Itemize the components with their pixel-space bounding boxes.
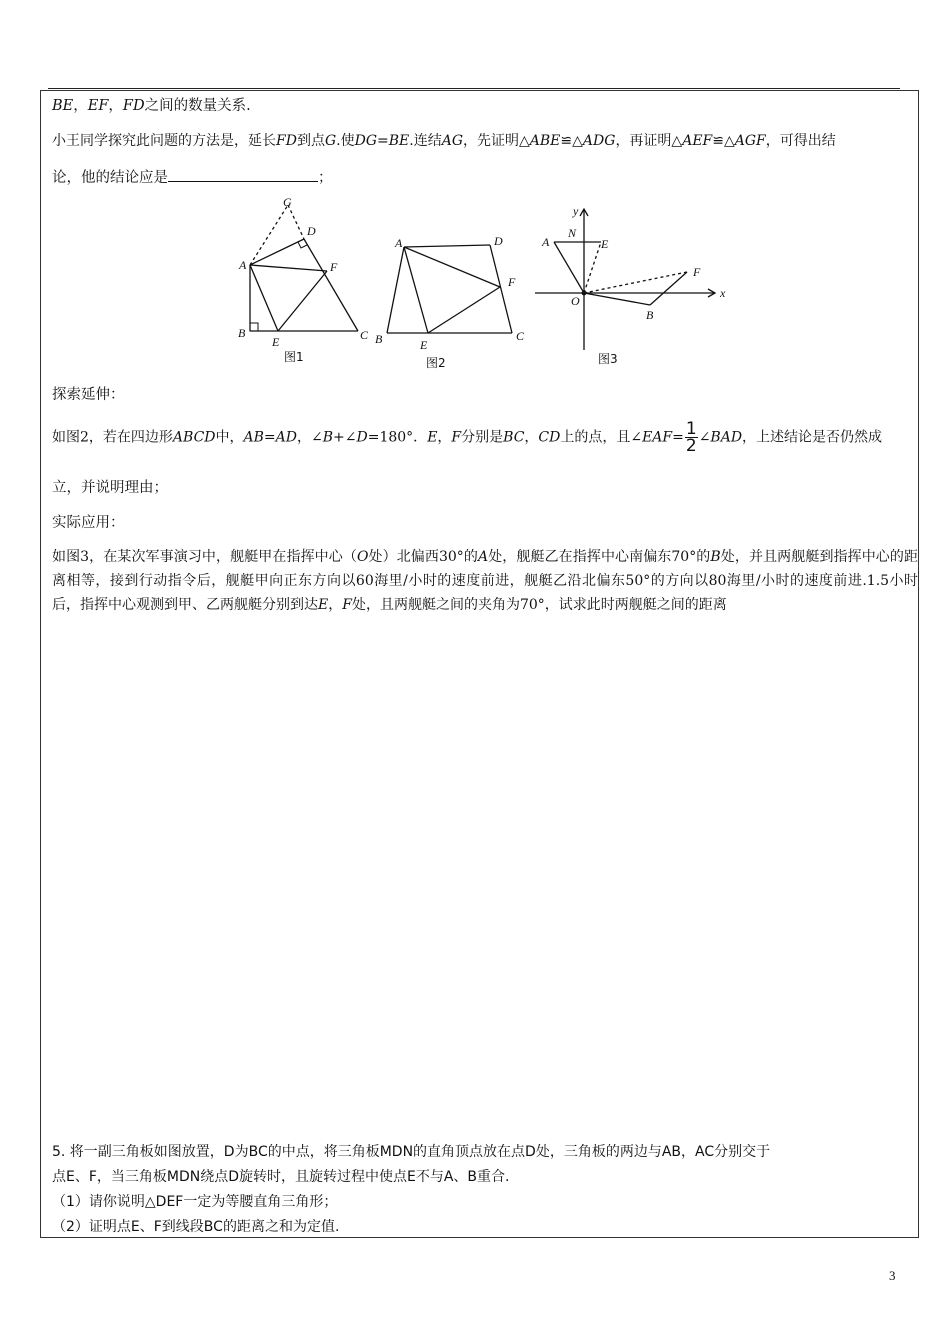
svg-text:B: B [238, 326, 246, 340]
svg-text:B: B [646, 308, 654, 322]
conclusion-line: 论，他的结论应是 ； [52, 167, 333, 188]
figure-1-labels [238, 195, 369, 364]
relation-line: BE，EF，FD之间的数量关系. [52, 98, 251, 114]
svg-text:x: x [720, 286, 726, 300]
svg-text:A: A [239, 258, 247, 272]
q5-line-2: 点E、F，当三角板MDN绕点D旋转时，且旋转过程中使点E不与A、B重合. [52, 1169, 510, 1185]
q5-line-4: （2）证明点E、F到线段BC的距离之和为定值. [52, 1219, 340, 1235]
svg-text:A: A [395, 236, 403, 250]
figure-2-labels [375, 234, 525, 370]
svg-text:F: F [508, 275, 516, 289]
apply-paragraph: 如图3，在某次军事演习中，舰艇甲在指挥中心（O处）北偏西30°的A处，舰艇乙在指挥中心南偏东70°的B处，并且两舰艇到指挥中心的距离相等，接到行动指令后，舰艇甲向正东方向以60海里/小时的速度前进，舰艇乙沿北偏东50°的方向以80海里/小时的速度前进.1.5小时后，指挥中心观测到甲、乙两舰艇分别到达E，F处，且两舰艇之间的夹角为70°，试求此时两舰艇之间的距离 [52, 549, 918, 613]
figure-2 [387, 245, 512, 333]
header-rule [48, 88, 900, 89]
method-line: 小王同学探究此问题的方法是，延长FD到点G.使DG=BE.连结AG，先证明△ABE≌△ADG，再证明△AEF≌△AGF，可得出结 [52, 133, 836, 149]
q5-line-3: （1）请你说明△DEF一定为等腰直角三角形； [52, 1194, 338, 1210]
svg-text:图3: 图3 [598, 352, 618, 366]
svg-text:A: A [542, 235, 550, 249]
svg-text:E: E [272, 335, 280, 349]
explore-heading: 探索延伸： [52, 387, 125, 403]
page-number: 3 [889, 1268, 896, 1283]
svg-text:E: E [601, 237, 609, 251]
svg-text:F: F [330, 260, 338, 274]
figure-3-labels [541, 204, 726, 366]
svg-text:G: G [283, 195, 292, 209]
svg-text:C: C [360, 328, 369, 342]
svg-text:B: B [375, 332, 383, 346]
svg-text:E: E [420, 338, 428, 352]
answer-blank[interactable] [168, 167, 318, 182]
half-fraction: $\frac{1}{2}$ [685, 419, 697, 456]
apply-heading: 实际应用： [52, 515, 125, 531]
svg-text:F: F [693, 265, 701, 279]
svg-text:N: N [568, 226, 577, 240]
svg-text:O: O [571, 294, 580, 308]
explore-line: 如图2，若在四边形ABCD中，AB=AD，∠B+∠D=180°．E，F分别是BC，CD上的点，且∠EAF= $\frac{1}{2}$ ∠BAD，上述结论是否仍然成 [52, 419, 883, 456]
figures [232, 195, 732, 375]
svg-text:图1: 图1 [284, 350, 304, 364]
svg-text:D: D [494, 234, 503, 248]
svg-text:图2: 图2 [426, 356, 446, 370]
figure-3 [535, 209, 715, 350]
explore-line-2: 立，并说明理由； [52, 480, 168, 496]
svg-text:C: C [516, 329, 525, 343]
svg-text:y: y [573, 204, 579, 218]
figure-1 [250, 205, 358, 331]
svg-text:D: D [307, 224, 316, 238]
q5-line-1: 5. 将一副三角板如图放置，D为BC的中点，将三角板MDN的直角顶点放在点D处，三角板的两边与AB，AC分别交于 [52, 1144, 771, 1160]
